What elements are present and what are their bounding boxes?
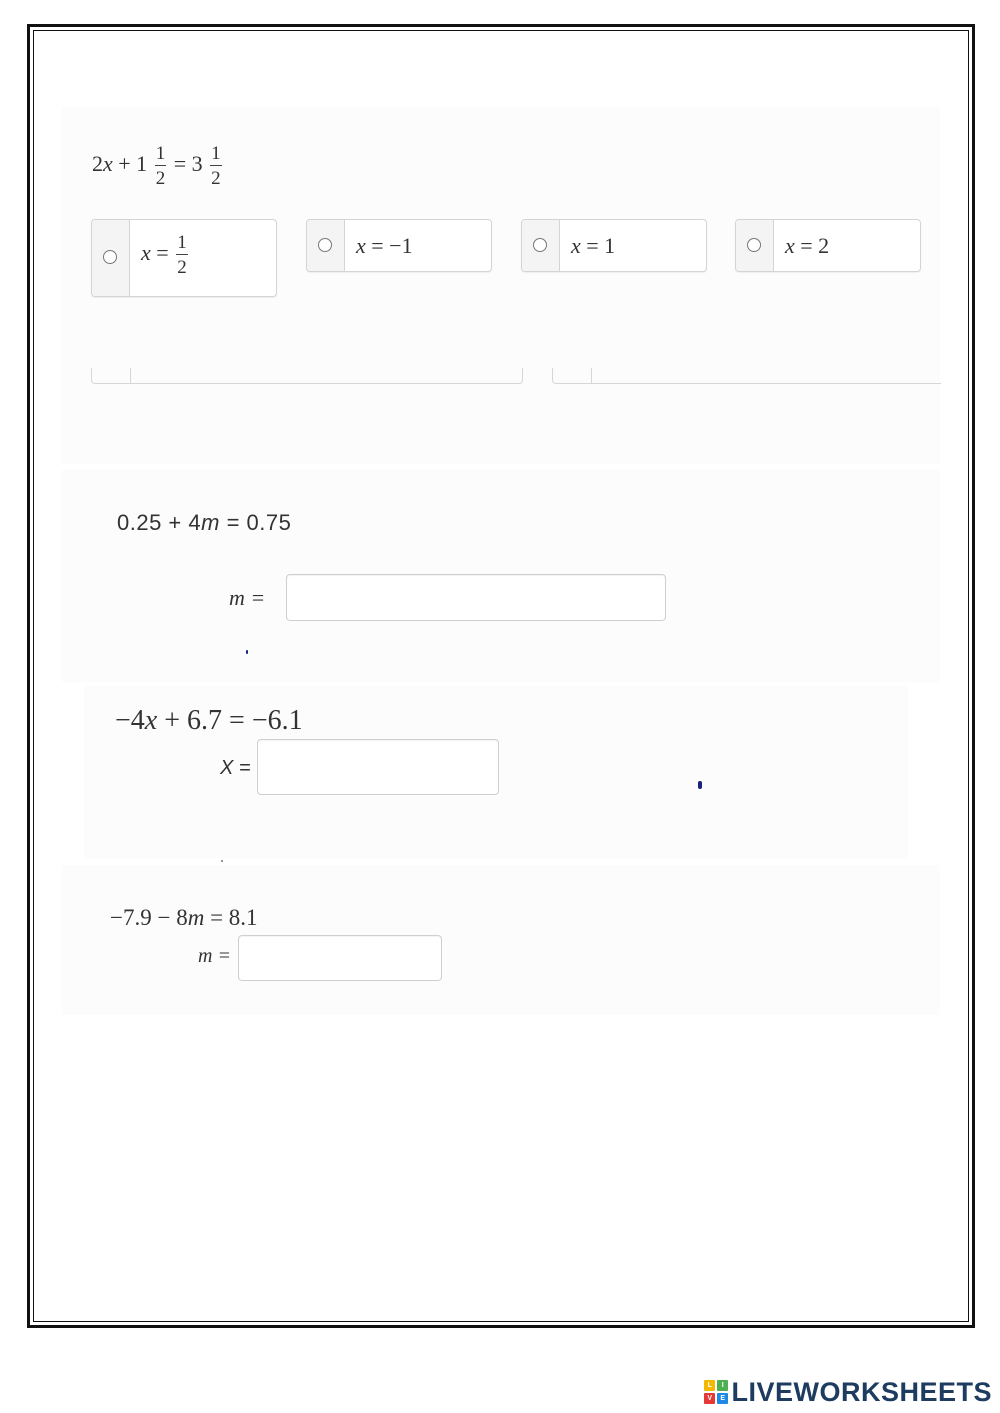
answer-input[interactable] xyxy=(238,935,442,981)
fraction xyxy=(210,144,222,188)
radio-button[interactable] xyxy=(747,238,761,252)
fraction xyxy=(155,144,167,188)
eq-variable: x xyxy=(144,705,158,736)
stray-mark xyxy=(698,781,702,789)
question-4-equation xyxy=(110,905,258,931)
fraction-numerator: 1 xyxy=(155,143,166,164)
eq-left-side: 0.25 + 4 xyxy=(117,510,202,535)
choice-variable: x xyxy=(356,233,366,258)
eq-term: = 3 xyxy=(173,151,203,177)
choice-value: = 2 xyxy=(794,233,830,258)
answer-label: m = xyxy=(198,945,231,967)
question-2-panel xyxy=(62,470,940,682)
choice-option-4[interactable] xyxy=(735,219,921,272)
choice-variable: x xyxy=(571,233,581,258)
radio-button[interactable] xyxy=(318,238,332,252)
fraction-denominator: 2 xyxy=(177,257,187,278)
liveworksheets-logo xyxy=(704,1377,992,1407)
answer-input[interactable] xyxy=(286,574,666,621)
logo-tile: I xyxy=(717,1380,728,1391)
logo-tile: V xyxy=(704,1393,715,1404)
choice-option-2[interactable] xyxy=(306,219,492,272)
fraction-numerator: 1 xyxy=(177,232,187,253)
question-3-equation xyxy=(115,705,303,737)
question-3-panel xyxy=(84,686,908,858)
eq-variable: m xyxy=(201,510,220,535)
choice-option-1[interactable] xyxy=(91,219,277,297)
cropped-choice-box xyxy=(91,368,523,384)
radio-cell xyxy=(736,220,774,271)
choice-equals: = xyxy=(150,240,175,266)
eq-variable: m xyxy=(187,905,205,930)
liveworksheets-logo-icon xyxy=(704,1380,728,1404)
eq-variable: x xyxy=(103,151,113,177)
choice-value: = 1 xyxy=(580,233,616,258)
fraction-denominator: 2 xyxy=(155,168,166,189)
eq-left-side: −7.9 − 8 xyxy=(110,905,188,930)
question-1-panel xyxy=(62,106,940,464)
radio-cell xyxy=(522,220,560,271)
cropped-choice-box xyxy=(552,368,941,384)
radio-cell xyxy=(307,220,345,271)
eq-right-side: + 6.7 = −6.1 xyxy=(157,705,303,736)
eq-left-side: −4 xyxy=(115,705,145,736)
choice-variable: x xyxy=(141,240,151,266)
eq-coefficient: 2 xyxy=(92,151,103,177)
choice-label xyxy=(571,233,615,259)
fraction-denominator: 2 xyxy=(211,168,221,189)
logo-tile: E xyxy=(717,1393,728,1404)
eq-right-side: = 8.1 xyxy=(204,905,258,930)
answer-label: X = xyxy=(220,757,251,779)
question-1-equation xyxy=(92,144,224,188)
answer-label: m = xyxy=(229,585,266,610)
choice-label xyxy=(141,233,190,277)
fraction xyxy=(176,233,188,277)
stray-mark xyxy=(221,860,223,862)
radio-cell xyxy=(92,220,130,296)
logo-tile: L xyxy=(704,1380,715,1391)
radio-button[interactable] xyxy=(533,238,547,252)
choice-label xyxy=(785,233,829,259)
answer-input[interactable] xyxy=(257,739,499,795)
radio-button[interactable] xyxy=(103,250,117,264)
stray-mark xyxy=(246,650,248,654)
question-2-equation xyxy=(117,510,291,536)
choice-label xyxy=(356,233,413,259)
choice-option-3[interactable] xyxy=(521,219,707,272)
choice-value: = −1 xyxy=(365,233,413,258)
eq-right-side: = 0.75 xyxy=(219,510,292,535)
fraction-numerator: 1 xyxy=(211,143,221,164)
question-4-panel xyxy=(62,865,940,1015)
eq-term: + 1 xyxy=(112,151,148,177)
brand-name: LIVEWORKSHEETS xyxy=(731,1377,992,1407)
choice-variable: x xyxy=(785,233,795,258)
